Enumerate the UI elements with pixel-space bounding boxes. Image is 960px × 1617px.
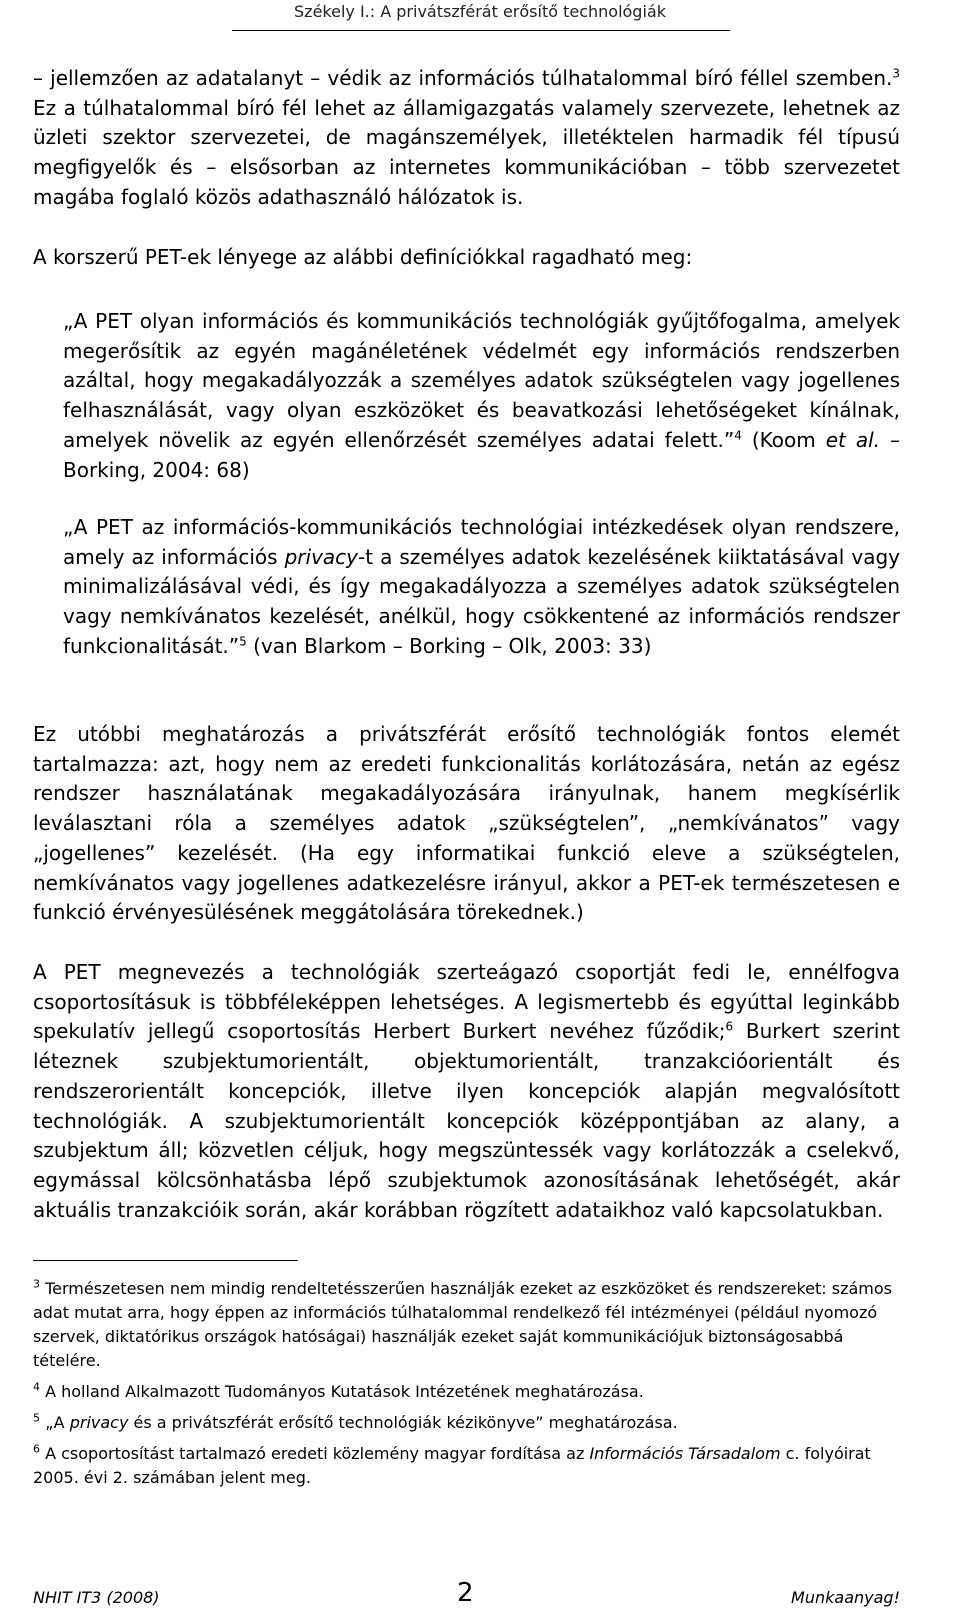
header-rule (232, 30, 730, 31)
footnote-6-text-b: c. folyóirat 2005. évi 2. számában jelent meg. (33, 1444, 871, 1487)
footnote-5-em: privacy (69, 1413, 129, 1432)
footnote-4 (33, 1380, 913, 1404)
q2-text-a: „A PET az információs-kommunikációs technológiai intézkedések olyan rendszere, amely az információs (63, 515, 900, 569)
footnote-3 (33, 1277, 913, 1373)
footer-right: Munkaanyag! (791, 1588, 900, 1607)
q2-em: privacy (284, 544, 358, 569)
quote-2 (63, 513, 900, 662)
footnote-ref-4[interactable]: 4 (734, 428, 742, 443)
q1-cite-b: – Borking, 2004: 68) (63, 427, 901, 482)
p1-text: – jellemzően az adatalanyt – védik az információs túlhatalommal bíró féllel szemben. (33, 66, 893, 90)
footnote-3-text: Természetesen nem mindig rendeltetésszerűen használják ezeket az eszközöket és rendszereket: számos adat mutat arra, hogy éppen az információs túlhatalommal rendelkező fél intézményei (például nyomozó szervek, diktatórikus országok hatóságai) használják ezeket saját kommunikációjuk biztonságosabbá tételére. (33, 1279, 892, 1370)
footnote-6-number: 6 (33, 1442, 40, 1456)
footnote-3-number: 3 (33, 1277, 40, 1291)
footnote-5-number: 5 (33, 1411, 40, 1425)
footnote-6-em: Információs Társadalom (589, 1444, 781, 1463)
footnote-5 (33, 1411, 913, 1435)
footnote-separator (33, 1260, 298, 1261)
quote-1 (63, 307, 900, 485)
footnote-5-text-b: és a privátszférát erősítő technológiák kézikönyve” meghatározása. (128, 1413, 678, 1432)
q1-text: „A PET olyan információs és kommunikációs technológiák gyűjtőfogalma, amelyek megerősítik az egyén magánéletének védelmét egy információs rendszerben azáltal, hogy megakadályozzák a személyes adatok szükségtelen vagy jogellenes felhasználását, vagy olyan eszközöket és beavatkozási lehetőségeket kínálnak, amelyek növelik az egyén ellenőrzését személyes adatai felett.” (63, 309, 900, 452)
p2-text: A korszerű PET-ek lényege az alábbi definíciókkal ragadható meg: (33, 245, 693, 269)
header-title: Székely I.: A privátszférát erősítő technológiák (294, 2, 666, 21)
footnote-ref-3[interactable]: 3 (892, 66, 900, 81)
paragraph-4 (33, 958, 900, 1225)
q2-cite: (van Blarkom – Borking – Olk, 2003: 33) (246, 633, 652, 658)
q1-cite-a: (Koom (741, 427, 826, 452)
p1-text-cont: Ez a túlhatalommal bíró fél lehet az államigazgatás valamely szervezete, lehetnek az üzleti szektor szervezetei, de magánszemélyek, illetéktelen harmadik fél típusú megfigyelők és – elsősorban az internetes kommunikációban – több szervezetet magába foglaló közös adathasználó hálózatok is. (33, 95, 900, 209)
footnote-4-number: 4 (33, 1380, 40, 1394)
paragraph-2 (33, 243, 900, 273)
page-footer (33, 1578, 900, 1610)
footnote-ref-6[interactable]: 6 (725, 1019, 734, 1034)
footnote-6 (33, 1442, 913, 1490)
page-number: 2 (457, 1578, 474, 1608)
footnote-5-text-a: „A (40, 1413, 70, 1432)
footnote-6-text-a: A csoportosítást tartalmazó eredeti közlemény magyar fordítása az (40, 1444, 590, 1463)
p4-text-b: Burkert szerint léteznek szubjektumorientált, objektumorientált, tranzakcióorientált és rendszerorientált koncepciók, illetve ilyen koncepciók alapján megvalósított technológiák. A szubjektumorientált koncepciók középpontjában az alany, a szubjektum áll; közvetlen céljuk, hogy megszüntessék vagy korlátozzák a cselekvő, egymással kölcsönhatásba lépő szubjektumok azonosításának lehetőségét, akár aktuális tranzakcióik során, akár korábban rögzített adataikhoz való kapcsolatukban. (33, 1019, 900, 1222)
p4-text-a: A PET megnevezés a technológiák szerteágazó csoportját fedi le, ennélfogva csoportosításuk is többféleképpen lehetséges. A legismertebb és egyúttal leginkább spekulatív jellegű csoportosítás Herbert Burkert nevéhez fűződik; (33, 960, 900, 1044)
p3-text: Ez utóbbi meghatározás a privátszférát erősítő technológiák fontos elemét tartalmazza: azt, hogy nem az eredeti funkcionalitás korlátozására, netán az egész rendszer használatának megakadályozására irányulnak, hanem megkísérlik leválasztani róla a személyes adatok „szükségtelen”, „nemkívánatos” vagy „jogellenes” kezelését. (Ha egy informatikai funkció eleve a szükségtelen, nemkívánatos vagy jogellenes adatkezelésre irányul, akkor a PET-ek természetesen e funkció érvényesülésének meggátolására törekednek.) (33, 722, 900, 925)
footnote-ref-5[interactable]: 5 (239, 634, 247, 649)
paragraph-1 (33, 64, 900, 213)
q1-cite-em: et al. (825, 427, 881, 452)
q2-text-b: -t a személyes adatok kezelésének kiiktatásával vagy minimalizálásával védi, és így megakadályozza a személyes adatok szükségtelen vagy nemkívánatos kezelését, anélkül, hogy csökkentené az információs rendszer funkcionalitását.” (63, 544, 900, 658)
paragraph-3 (33, 720, 900, 928)
running-header (0, 2, 960, 21)
footer-left: NHIT IT3 (2008) (33, 1588, 160, 1607)
footnote-4-text: A holland Alkalmazott Tudományos Kutatások Intézetének meghatározása. (40, 1382, 644, 1401)
